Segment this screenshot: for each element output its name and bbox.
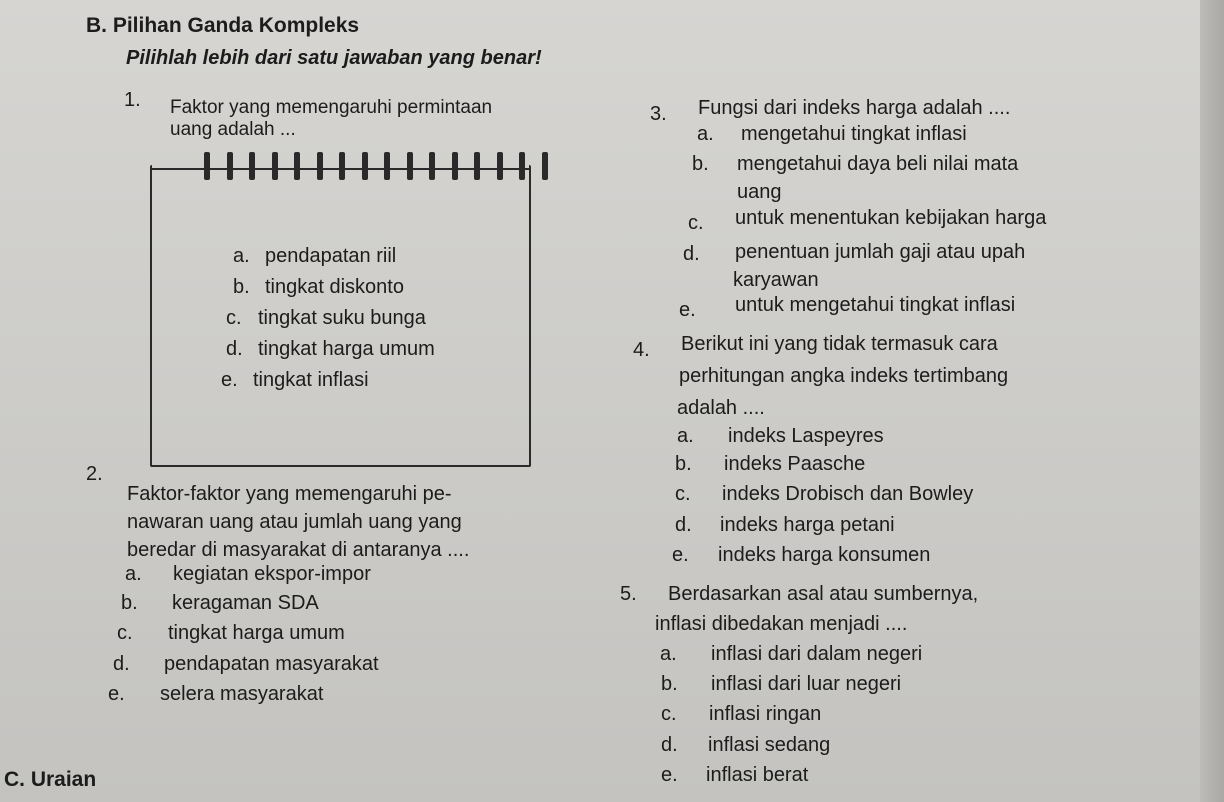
- q3-option-a-text: mengetahui tingkat inflasi: [741, 123, 967, 145]
- q5-text-line2: inflasi dibedakan menjadi ....: [655, 613, 908, 635]
- q1-option-e-letter: e.: [221, 369, 238, 391]
- q4-number: 4.: [633, 339, 650, 361]
- q2-option-c-letter: c.: [117, 622, 133, 644]
- q3-option-b-cont: uang: [737, 181, 782, 203]
- q2-option-d-text: pendapatan masyarakat: [164, 653, 379, 675]
- q5-option-a-letter: a.: [660, 643, 677, 665]
- q1-option-b-letter: b.: [233, 276, 250, 298]
- notebook-ring: [474, 152, 480, 180]
- q2-text-line1: Faktor-faktor yang memengaruhi pe-: [127, 483, 452, 505]
- q2-option-e-letter: e.: [108, 683, 125, 705]
- q5-option-c-text: inflasi ringan: [709, 703, 822, 725]
- q3-text: Fungsi dari indeks harga adalah ....: [698, 97, 1011, 119]
- q5-text-line1: Berdasarkan asal atau sumbernya,: [668, 583, 979, 605]
- q4-option-d-text: indeks harga petani: [720, 514, 895, 536]
- q4-text-line2: perhitungan angka indeks tertimbang: [679, 365, 1009, 387]
- notebook-ring: [542, 152, 548, 180]
- q1-option-a-letter: a.: [233, 245, 250, 267]
- q2-option-d-letter: d.: [113, 653, 130, 675]
- notebook-ring: [429, 152, 435, 180]
- q5-option-e-letter: e.: [661, 764, 678, 786]
- q5-option-a-text: inflasi dari dalam negeri: [711, 643, 923, 665]
- notebook-ring: [294, 152, 300, 180]
- notebook-ring: [339, 152, 345, 180]
- q2-text-line3: beredar di masyarakat di antaranya ....: [127, 539, 470, 561]
- q4-option-c-text: indeks Drobisch dan Bowley: [722, 483, 974, 505]
- q1-option-c-letter: c.: [226, 307, 242, 329]
- q2-option-b-text: keragaman SDA: [172, 592, 319, 614]
- q5-option-e-text: inflasi berat: [706, 764, 809, 786]
- notebook-ring: [384, 152, 390, 180]
- q2-option-a-letter: a.: [125, 563, 142, 585]
- q2-option-c-text: tingkat harga umum: [168, 622, 345, 644]
- q4-option-e-text: indeks harga konsumen: [718, 544, 931, 566]
- q1-number: 1.: [124, 89, 141, 111]
- q2-option-e-text: selera masyarakat: [160, 683, 324, 705]
- q1-option-b-text: tingkat diskonto: [265, 276, 404, 298]
- q3-number: 3.: [650, 103, 667, 125]
- q3-option-c-letter: c.: [688, 212, 704, 234]
- q4-text-line3: adalah ....: [677, 397, 765, 419]
- q2-text-line2: nawaran uang atau jumlah uang yang: [127, 511, 462, 533]
- q4-option-d-letter: d.: [675, 514, 692, 536]
- q3-option-d-text: penentuan jumlah gaji atau upah: [735, 241, 1026, 263]
- notebook-ring: [227, 152, 233, 180]
- q3-option-d-cont: karyawan: [733, 269, 819, 291]
- q1-option-d-text: tingkat harga umum: [258, 338, 435, 360]
- notebook-ring: [204, 152, 210, 180]
- notebook-ring: [407, 152, 413, 180]
- q4-option-b-letter: b.: [675, 453, 692, 475]
- q4-option-a-text: indeks Laspeyres: [728, 425, 884, 447]
- q3-option-b-text: mengetahui daya beli nilai mata: [737, 153, 1019, 175]
- q3-option-d-letter: d.: [683, 243, 700, 265]
- q3-option-b-letter: b.: [692, 153, 709, 175]
- q5-option-c-letter: c.: [661, 703, 677, 725]
- notebook-ring: [362, 152, 368, 180]
- notebook-ring: [249, 152, 255, 180]
- notebook-ring: [519, 152, 525, 180]
- q2-option-b-letter: b.: [121, 592, 138, 614]
- q1-option-d-letter: d.: [226, 338, 243, 360]
- section-c-heading: C. Uraian: [4, 768, 97, 791]
- q2-number: 2.: [86, 463, 103, 485]
- notebook-ring: [452, 152, 458, 180]
- notebook-ring: [272, 152, 278, 180]
- q1-text-line2: uang adalah ...: [170, 119, 296, 140]
- q5-option-d-letter: d.: [661, 734, 678, 756]
- q3-option-e-letter: e.: [679, 299, 696, 321]
- section-b-instruction: Pilihlah lebih dari satu jawaban yang benar!: [126, 47, 542, 69]
- q3-option-e-text: untuk mengetahui tingkat inflasi: [735, 294, 1016, 316]
- q4-option-c-letter: c.: [675, 483, 691, 505]
- section-b-heading: B. Pilihan Ganda Kompleks: [86, 14, 360, 37]
- q5-option-b-text: inflasi dari luar negeri: [711, 673, 902, 695]
- q5-number: 5.: [620, 583, 637, 605]
- q1-option-c-text: tingkat suku bunga: [258, 307, 426, 329]
- q1-text-line1: Faktor yang memengaruhi permintaan: [170, 97, 493, 118]
- q4-option-e-letter: e.: [672, 544, 689, 566]
- q4-option-a-letter: a.: [677, 425, 694, 447]
- q2-option-a-text: kegiatan ekspor-impor: [173, 563, 371, 585]
- q1-option-a-text: pendapatan riil: [265, 245, 397, 267]
- q3-option-a-letter: a.: [697, 123, 714, 145]
- q5-option-d-text: inflasi sedang: [708, 734, 831, 756]
- q4-option-b-text: indeks Paasche: [724, 453, 866, 475]
- q1-option-e-text: tingkat inflasi: [253, 369, 369, 391]
- q3-option-c-text: untuk menentukan kebijakan harga: [735, 207, 1047, 229]
- q5-option-b-letter: b.: [661, 673, 678, 695]
- q4-text-line1: Berikut ini yang tidak termasuk cara: [681, 333, 998, 355]
- page-edge: [1200, 0, 1224, 802]
- notebook-ring: [497, 152, 503, 180]
- notebook-ring: [317, 152, 323, 180]
